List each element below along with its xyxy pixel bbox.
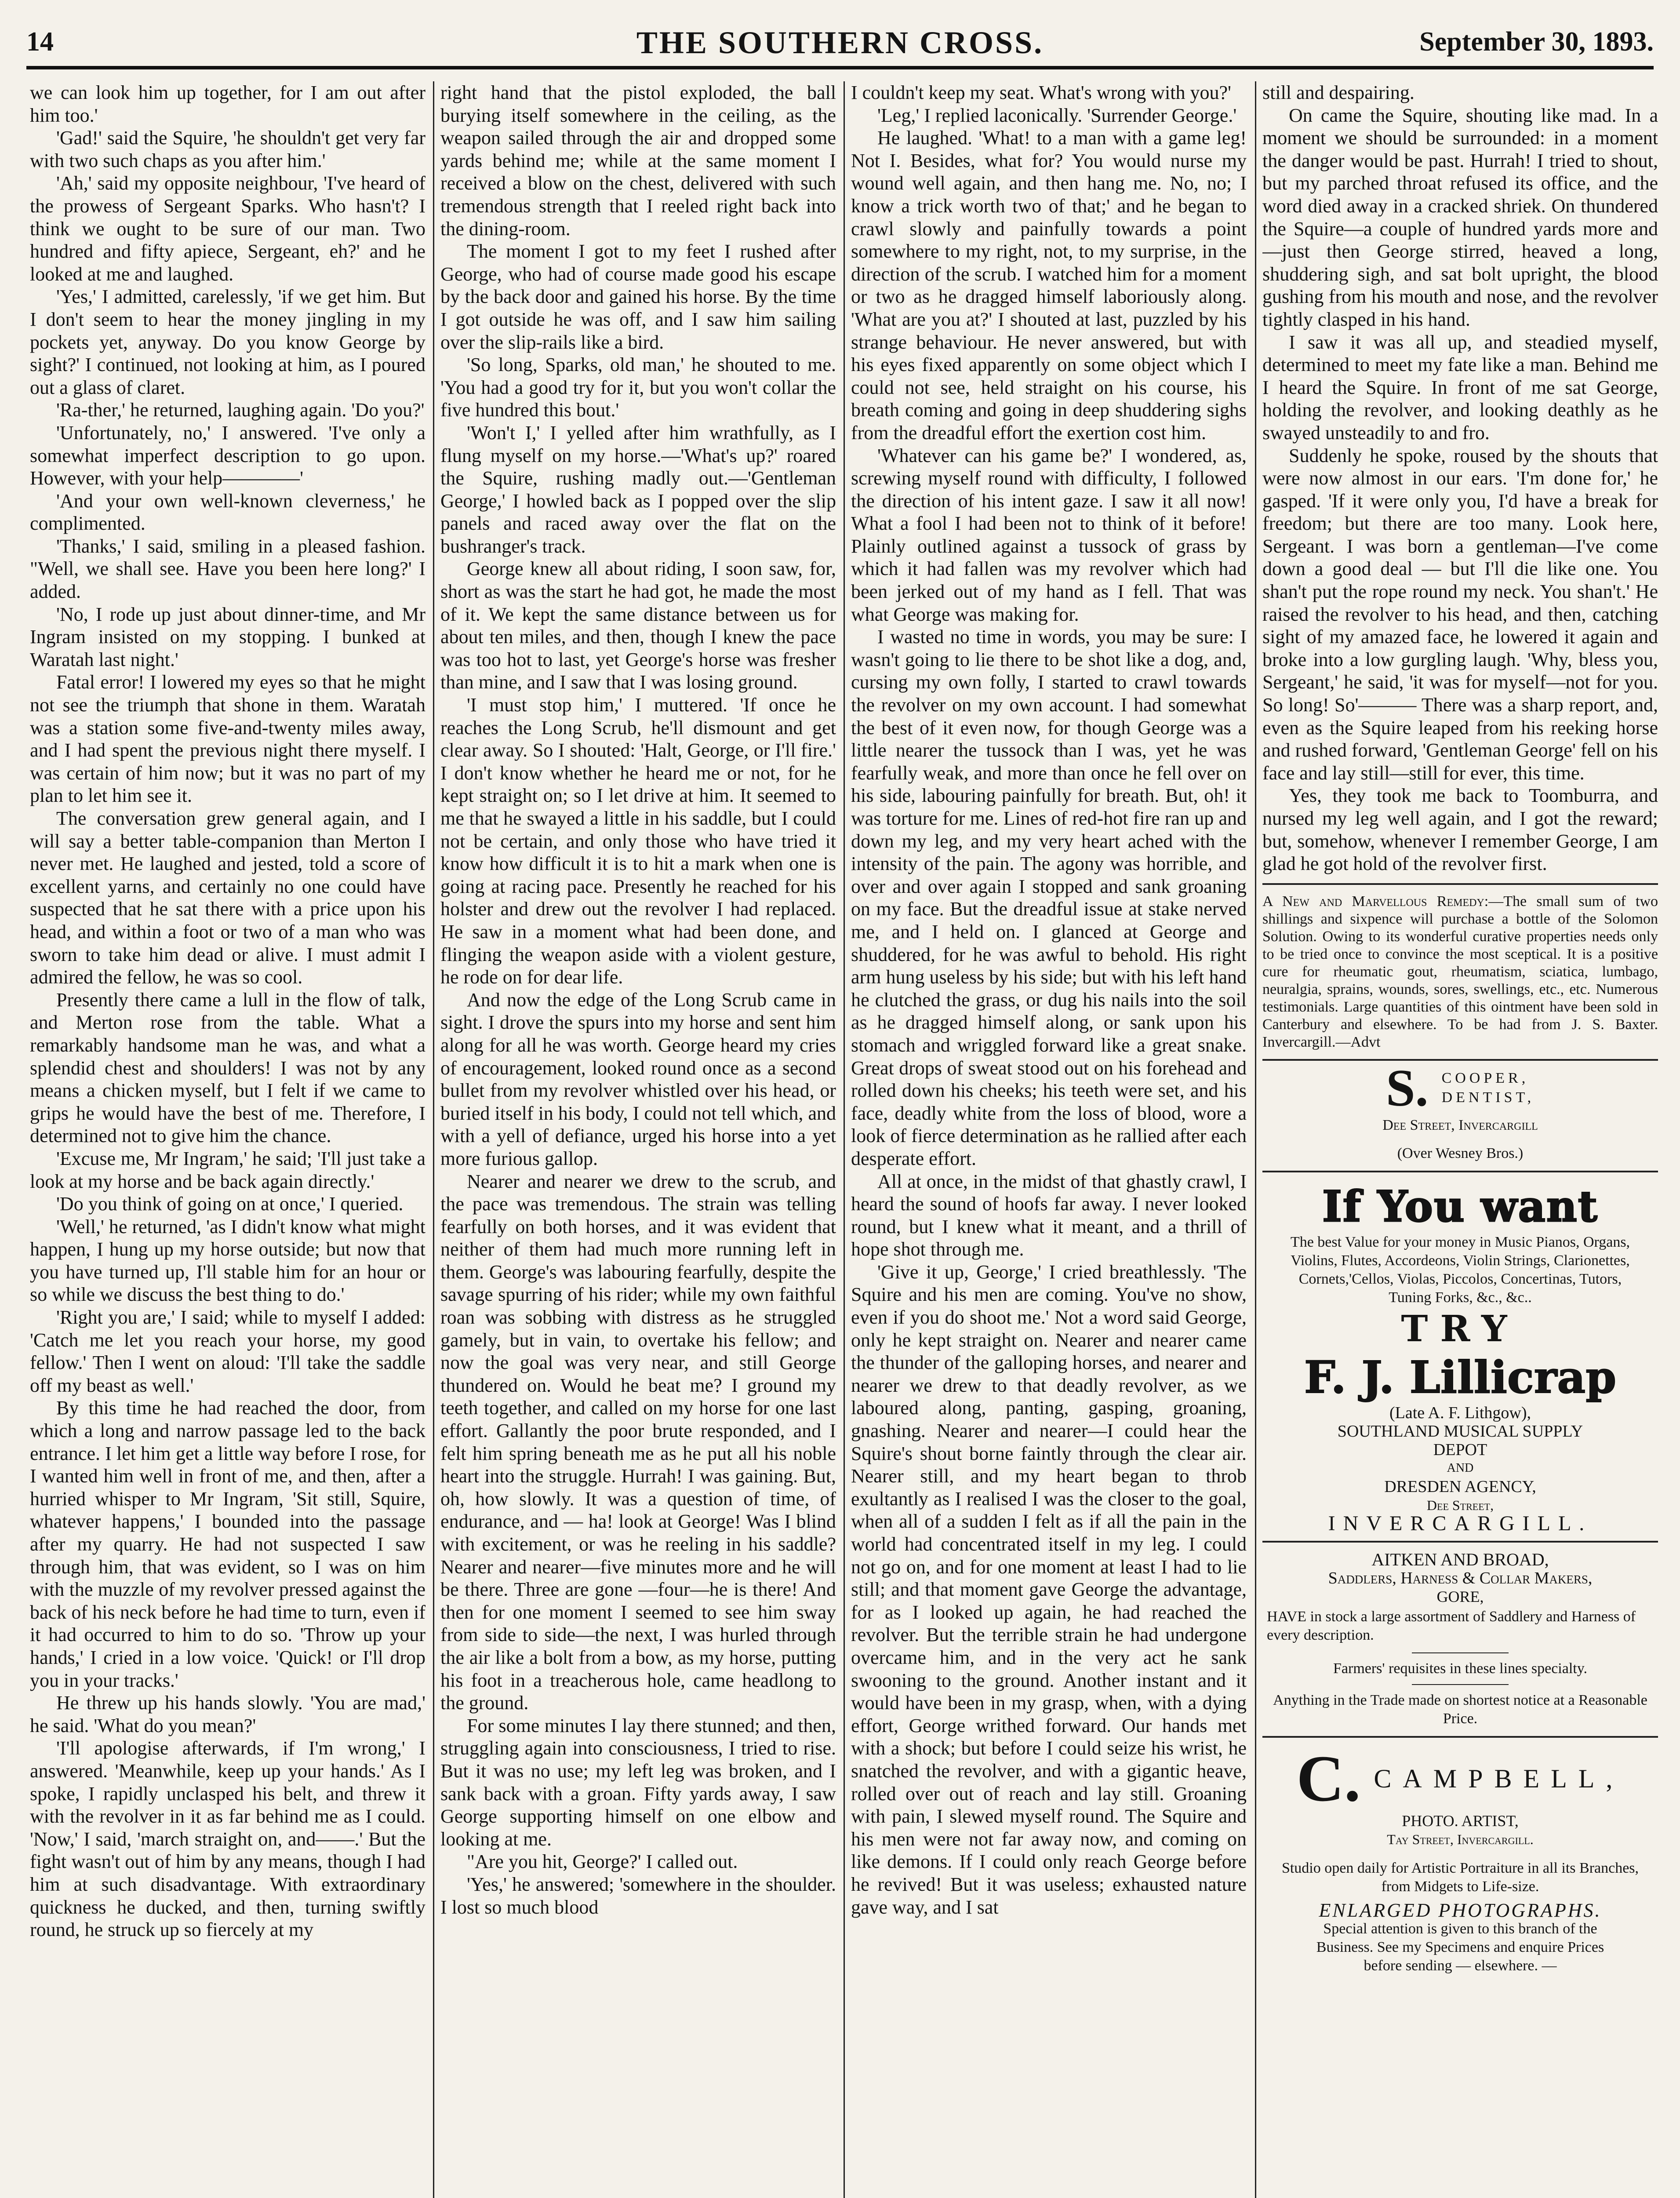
story-paragraph: George knew all about riding, I soon saw, for, short as was the start he had got, he made the most of it. We kept the same distance between us for about ten miles, and then, though I knew the pace was too hot to last, yet George's horse was fresher than mine, and I saw that I was losing ground. xyxy=(440,558,836,693)
story-paragraph: Suddenly he spoke, roused by the shouts that were now almost in our ears. 'I'm done for,' he gasped. 'If it were only you, I'd have a break for freedom; but there are too many. Look here, Sergeant. I was born a gentleman—I've come down a good deal — but I'll die like one. You shan't put the rope round my neck. You shan't.' He raised the revolver to his head, and then, catching sight of my amazed face, he lowered it again and broke into a low gurgling laugh. 'Why, bless you, Sergeant,' he said, 'it was for myself—not for you. So long! So'——— There was a sharp report, and, even as the Squire leaped from his reeking horse and rushed forward, 'Gentleman George' fell on his face and lay still—still for ever, this time. xyxy=(1262,444,1658,784)
dentist-address: Dee Street, Invercargill xyxy=(1382,1117,1538,1133)
story-paragraph: 'Give it up, George,' I cried breathlessly. 'The Squire and his men are coming. You've no show, even if you do shoot me.' Not a word said George, only he kept straight on. Nearer and nearer came the thunder of the galloping horses, and nearer and nearer we drew to that deadly revolver, as we laboured along, panting, gasping, groaning, gnashing. Nearer and nearer—I could hear the Squire's shout borne faintly through the clear air. Nearer still, and my heart began to throb exultantly as I realised I was the closer to the goal, when all of a sudden I felt as if all the pain in the world had concentrated itself in my leg. I could not go on, and for one moment at least I had to lie still; and that moment gave George the advantage, for as I looked up again, he had reached the revolver. But the terrible strain he had undergone overcame him, and in the very act he sank swooning to the ground. Another instant and it would have been in my grasp, when, with a dying effort, George writhed forward. Our hands met with a shock; but before I could seize his wrist, he snatched the revolver, and with a gigantic heave, rolled over out of reach and lay still. Groaning with pain, I slewed myself round. The Squire and his men were not far away now, and coming on like demons. If I could only reach George before he revived! But it was useless; exhausted nature gave way, and I sat xyxy=(851,1261,1247,1918)
story-paragraph: 'Leg,' I replied laconically. 'Surrender George.' xyxy=(877,104,1237,126)
story-paragraph: 'Unfortunately, no,' I answered. 'I've only a somewhat imperfect description to go upon. However, with your help————' xyxy=(30,422,425,489)
saddler-stock: HAVE in stock a large assortment of Saddlery and Harness of every description. xyxy=(1267,1608,1636,1643)
newspaper-title: THE SOUTHERN CROSS. xyxy=(636,25,1044,60)
story-paragraph: "Are you hit, George?' I called out. xyxy=(467,1851,738,1873)
story-paragraph: 'Thanks,' I said, smiling in a pleased fashion. "Well, we shall see. Have you been here long?' I added. xyxy=(30,535,425,603)
photographer-address: Tay Street, Invercargill. xyxy=(1387,1831,1534,1847)
story-paragraph: 'Ah,' said my opposite neighbour, 'I've heard of the prowess of Sergeant Sparks. Who hasn't? I think we ought to be sure of our man. Two hundred and fifty apiece, Sergeant, eh?' and he looked at me and laughed. xyxy=(30,172,425,285)
dentist-name-block xyxy=(1442,1069,1535,1107)
column-divider xyxy=(1255,81,1256,2198)
story-paragraph: right hand that the pistol exploded, the ball burying itself somewhere in the ceiling, as the weapon sailed through the air and dropped some yards behind me; while at the same moment I received a blow on the chest, delivered with such tremendous strength that I reeled right back into the dining-room. xyxy=(440,82,836,240)
ad-divider xyxy=(1262,1541,1658,1543)
remedy-text xyxy=(1262,893,1658,1051)
story-paragraph: 'And your own well-known cleverness,' he complimented. xyxy=(30,490,425,535)
page-number: 14 xyxy=(26,27,54,57)
remedy-advert xyxy=(1262,893,1658,1051)
story-paragraph: 'So long, Sparks, old man,' he shouted to me. 'You had a good try for it, but you won't collar the five hundred this bout.' xyxy=(440,354,836,421)
saddler-town: GORE, xyxy=(1436,1587,1484,1605)
music-line-4: DRESDEN AGENCY, xyxy=(1384,1477,1536,1496)
story-paragraph: 'No, I rode up just about dinner-time, and Mr Ingram insisted on my stopping. I bunked at Waratah last night.' xyxy=(30,603,425,670)
story-paragraph: 'Ra-ther,' he returned, laughing again. 'Do you?' xyxy=(56,399,425,421)
story-paragraph: I wasted no time in words, you may be sure: I wasn't going to lie there to be shot like a dog, and, cursing my own folly, I started to crawl towards the revolver on my own account. I had somewhat the best of it even now, for though George was a little nearer the tussock than I was, yet he was fearfully weak, and more than once he fell over on his side, labouring painfully for breath. But, oh! it was torture for me. Lines of red-hot fire ran up and down my leg, and my very heart ached with the intensity of the pain. The agony was horrible, and over and over again I stopped and sank groaning on my face. But the dreadful issue at stake nerved me, and I held on. I glanced at George and shuddered, for he was awful to behold. His right arm hung useless by his side; but with his left hand he clutched the grass, or dug his nails into the soil as he dragged himself along, or sank upon his stomach and wriggled forward like a great snake. Great drops of sweat stood out on his forehead and rolled down his cheeks; his teeth were set, and his face, deadly white from the loss of blood, wore a look of fierce determination as he rallied after each desperate effort. xyxy=(851,626,1247,1169)
saddler-notice: Anything in the Trade made on shortest notice at a Reasonable Price. xyxy=(1273,1692,1647,1727)
music-line-3: AND xyxy=(1447,1461,1474,1475)
story-paragraph: I couldn't keep my seat. What's wrong with you?' xyxy=(851,82,1231,103)
story-text xyxy=(851,81,1247,1918)
story-paragraph: 'I'll apologise afterwards, if I'm wrong,' I answered. 'Meanwhile, keep up your hands.' As I spoke, I rapidly unclasped his belt, and threw it with the revolver in it as far behind me as I could. 'Now,' I said, 'march straight on, and——.' But the fight wasn't out of him by any means, though I had him at such disadvantage. With extraordinary quickness he ducked, and then, turning swiftly round, he struck up so fiercely at my xyxy=(30,1737,425,1941)
music-line-1: SOUTHLAND MUSICAL SUPPLY xyxy=(1337,1422,1583,1441)
music-line-2: DEPOT xyxy=(1433,1440,1487,1459)
dentist-name: COOPER, xyxy=(1441,1070,1529,1086)
story-column-1 xyxy=(30,81,425,2198)
saddler-divider xyxy=(1412,1652,1509,1653)
remedy-title: A New and Marvellous Remedy xyxy=(1262,893,1484,910)
ad-divider xyxy=(1262,1059,1658,1061)
music-late: (Late A. F. Lithgow), xyxy=(1389,1403,1531,1422)
header-rule xyxy=(26,66,1654,69)
story-paragraph: 'Well,' he returned, 'as I didn't know what might happen, I hung up my horse outside; but now that you have turned up, I'll stable him for an hour or so while we discuss the best thing to do.' xyxy=(30,1215,425,1306)
story-column-3 xyxy=(851,81,1247,2198)
story-text xyxy=(440,81,836,1918)
dentist-note: (Over Wesney Bros.) xyxy=(1397,1145,1524,1161)
story-paragraph: I saw it was all up, and steadied myself, determined to meet my fate like a man. Behind me I heard the Squire. In front of me sat George, holding the revolver, and looking deathly as he swayed unsteadily to and fro. xyxy=(1262,331,1658,444)
story-paragraph: Presently there came a lull in the flow of talk, and Merton rose from the table. What a remarkably handsome man he was, and what a splendid chest and shoulders! I was not by any means a chicken myself, but I felt if we came to grips he would have the best of me. Therefore, I determined not to give him the chance. xyxy=(30,989,425,1147)
ad-divider xyxy=(1262,883,1658,885)
story-paragraph: 'Do you think of going on at once,' I queried. xyxy=(56,1193,404,1215)
column-divider xyxy=(433,81,434,2198)
story-paragraph: Nearer and nearer we drew to the scrub, and the pace was tremendous. The strain was telling fearfully on both horses, and it was evident that neither of them had much more running left in them. George's was labouring fearfully, despite the savage spurring of his rider; while my own faithful roan was sobbing with distress as he struggled gamely, but in vain, to overtake his fellow; and now the goal was very near, and still George thundered on. Would he beat me? I ground my teeth together, and called on my horse for one last effort. Gallantly the poor brute responded, and I felt him spring beneath me as he put all his noble heart into the struggle. Hurrah! I was gaining. But, oh, how slowly. It was a question of time, of endurance, and — ha! look at George! Was I blind with excitement, or was he reeling in his saddle? Nearer and nearer—five minutes more and he will be there. Three are gone —four—he is there! And then for one moment I seemed to see him sway from side to side—the next, I was hurled through the air like a bolt from a bow, as my horse, putting his foot in a treacherous hole, came headlong to the ground. xyxy=(440,1170,836,1714)
story-paragraph: 'Yes,' he answered; 'somewhere in the shoulder. I lost so much blood xyxy=(440,1873,836,1918)
dentist-initial: S. xyxy=(1385,1058,1429,1117)
story-paragraph: Fatal error! I lowered my eyes so that he might not see the triumph that shone in them. Waratah was a station some five-and-twenty miles away, and I had spent the previous night there myself. I was certain of him now; but it was no part of my plan to let him see it. xyxy=(30,671,425,807)
story-paragraph: He laughed. 'What! to a man with a game leg! Not I. Besides, what for? You would nurse my wound well again, and then hang me. No, no; I know a trick worth two of that;' and he began to crawl slowly and painfully towards a point somewhere to my right, not, to my surprise, in the direction of the scrub. I watched him for a moment or two as he dragged himself laboriously along. 'What are you at?' I shouted at last, puzzled by his strange behaviour. He never answered, but with his eyes fixed apparently on some object which I could not see, held straight on his course, his breath coming and going in deep shuddering sighs from the dreadful effort the exertion cost him. xyxy=(851,127,1247,444)
photographer-title: PHOTO. ARTIST, xyxy=(1402,1812,1519,1830)
story-paragraph: 'Right you are,' I said; while to myself I added: 'Catch me let you reach your horse, my good fellow.' Then I went on aloud: 'I'll take the saddle off my beast as well.' xyxy=(30,1306,425,1396)
music-try: TRY xyxy=(1401,1307,1520,1350)
music-dealer-name: F. J. Lillicrap xyxy=(1304,1351,1617,1403)
ad-divider xyxy=(1262,1171,1658,1172)
story-paragraph: By this time he had reached the door, from which a long and narrow passage led to the back entrance. I let him get a little way before I rose, for I wanted him well in front of me, and then, after a hurried whisper to Mr Ingram, 'Sit still, Squire, whatever happens,' I bounded into the passage after my quarry. He had not suspected I saw through him, that was evident, so I was on him with the muzzle of my revolver pressed against the back of his neck before he had time to turn, even if it had occurred to him to do so. 'Throw up your hands,' I cried in a low voice. 'Quick! or I'll drop you in your tracks.' xyxy=(30,1397,425,1691)
story-and-ads-column xyxy=(1262,81,1658,2198)
saddler-farmers: Farmers' requisites in these lines specialty. xyxy=(1333,1660,1587,1677)
issue-date: September 30, 1893. xyxy=(1419,27,1654,57)
music-headline: If You want xyxy=(1322,1181,1599,1231)
photographer-studio: Studio open daily for Artistic Portraiture in all its Branches, from Midgets to Life-size. xyxy=(1281,1860,1639,1895)
photographer-advert xyxy=(1262,1742,1658,1975)
saddler-divider xyxy=(1412,1684,1509,1685)
story-paragraph: 'Won't I,' I yelled after him wrathfully, as I flung myself on my horse.—'What's up?' roared the Squire, rushing madly out.—'Gentleman George,' I howled back as I popped over the slip panels and raced away over the flat on the bushranger's track. xyxy=(440,422,836,557)
music-advert xyxy=(1262,1180,1658,1533)
photographer-heading xyxy=(1262,1742,1658,1815)
music-body: The best Value for your money in Music Pianos, Organs, Violins, Flutes, Accordeons, Violin Strings, Clarionettes, Cornets,'Cellos, Violas, Piccolos, Concertinas, Tutors, Tuning Forks, &c., &c.. xyxy=(1290,1234,1630,1306)
ad-divider xyxy=(1262,1736,1658,1738)
column-divider xyxy=(844,81,845,2198)
dentist-title: DENTIST, xyxy=(1441,1089,1535,1106)
story-paragraph: 'Whatever can his game be?' I wondered, as, screwing myself round with difficulty, I followed the direction of his intent gaze. I saw it all now! What a fool I had been not to think of it before! Plainly outlined against a tussock of grass by which it had fallen was my revolver which had been jerked out of my hand as I fell. That was what George was making for. xyxy=(851,444,1247,625)
story-paragraph: 'Yes,' I admitted, carelessly, 'if we get him. But I don't seem to hear the money jingling in my pockets yet, anyway. Do you know George by sight?' I continued, not looking at him, as I poured out a glass of claret. xyxy=(30,286,425,398)
photographer-initial: C. xyxy=(1296,1742,1361,1815)
story-paragraph: 'Gad!' said the Squire, 'he shouldn't get very far with two such chaps as you after him.' xyxy=(30,127,425,171)
remedy-body: :—The small sum of two shillings and sixpence will purchase a bottle of the Solomon Solution. Owing to its wonderful curative properties needs only to be tried once to convince the most sceptical. It is a positive cure for rheumatic gout, rheumatism, sciatica, lumbago, neuralgia, sprains, wounds, sores, swellings, etc., etc. Numerous testimonials. Large quantities of this ointment have been sold in Canterbury and elsewhere. To be had from J. S. Baxter. Invercargill.—Advt xyxy=(1262,893,1658,1050)
story-paragraph: For some minutes I lay there stunned; and then, struggling again into consciousness, I tried to rise. But it was no use; my left leg was broken, and I sank back with a groan. Fifty yards away, I saw George supporting himself on one elbow and looking at me. xyxy=(440,1714,836,1850)
dentist-heading xyxy=(1262,1058,1658,1117)
story-text xyxy=(1262,81,1658,875)
saddler-name: AITKEN AND BROAD, xyxy=(1371,1549,1549,1569)
saddler-trade: Saddlers, Harness & Collar Makers, xyxy=(1328,1568,1593,1587)
story-paragraph: 'I must stop him,' I muttered. 'If once he reaches the Long Scrub, he'll dismount and get clear away. So I shouted: 'Halt, George, or I'll fire.' I don't know whether he heard me or not, for he kept straight on; so I let drive at him. It seemed to me that he swayed a little in his saddle, but I could not be certain, and only those who have tried it know how difficult it is to hit a mark when one is going at racing pace. Presently he reached for his holster and drew out the revolver I had replaced. He saw in a moment what had been done, and flinging the weapon aside with a violent gesture, he rode on for dear life. xyxy=(440,694,836,988)
story-column-2 xyxy=(440,81,836,2198)
story-paragraph: And now the edge of the Long Scrub came in sight. I drove the spurs into my horse and sent him along for all he was worth. George heard my cries of encouragement, looked round once as a second bullet from my revolver whistled over his head, or buried itself in his body, I could not tell which, and with a yell of defiance, urged his horse into a yet more furious gallop. xyxy=(440,989,836,1169)
music-town: INVERCARGILL. xyxy=(1328,1511,1593,1535)
story-paragraph: still and despairing. xyxy=(1262,82,1415,103)
photographer-special: Special attention is given to this branch of the Business. See my Specimens and enquire Prices before sending — elsewhere. — xyxy=(1316,1920,1604,1974)
photographer-enlarged: ENLARGED PHOTOGRAPHS. xyxy=(1319,1899,1602,1921)
story-paragraph: Yes, they took me back to Toomburra, and nursed my leg well again, and I got the reward; but, somehow, whenever I remember George, I am glad he got hold of the revolver first. xyxy=(1262,785,1658,875)
dentist-advert xyxy=(1262,1058,1658,1163)
story-paragraph: All at once, in the midst of that ghastly crawl, I heard the sound of hoofs far away. I never looked round, but I knew what it meant, and a thrill of hope shot through me. xyxy=(851,1170,1247,1260)
story-paragraph: He threw up his hands slowly. 'You are mad,' he said. 'What do you mean?' xyxy=(30,1692,425,1736)
story-text xyxy=(30,81,425,1941)
story-paragraph: The moment I got to my feet I rushed after George, who had of course made good his escape by the back door and gained his horse. By the time I got outside he was off, and I saw him sailing over the slip-rails like a bird. xyxy=(440,240,836,353)
story-paragraph: 'Excuse me, Mr Ingram,' he said; 'I'll just take a look at my horse and be back again directly.' xyxy=(30,1147,425,1192)
story-paragraph: we can look him up together, for I am out after him too.' xyxy=(30,82,425,126)
photographer-name: CAMPBELL, xyxy=(1374,1764,1624,1793)
story-paragraph: The conversation grew general again, and I will say a better table-companion than Merton I never met. He laughed and jested, told a score of excellent yarns, and certainly no one could have suspected that he sat there with a price upon his head, and within a foot or two of a man who was sworn to take him dead or alive. I must admit I admired the fellow, he was so cool. xyxy=(30,808,425,988)
music-street: Dee Street, xyxy=(1426,1497,1494,1513)
story-paragraph: On came the Squire, shouting like mad. In a moment we should be surrounded: in a moment the danger would be past. Hurrah! I tried to shout, but my parched throat refused its office, and the word died away in a cracked shriek. On thundered the Squire—a couple of hundred yards more and—just then George stirred, heaved a long, shuddering sigh, and sat bolt upright, the blood gushing from his mouth and nose, and the revolver tightly clasped in his hand. xyxy=(1262,104,1658,330)
saddler-advert xyxy=(1262,1550,1658,1728)
